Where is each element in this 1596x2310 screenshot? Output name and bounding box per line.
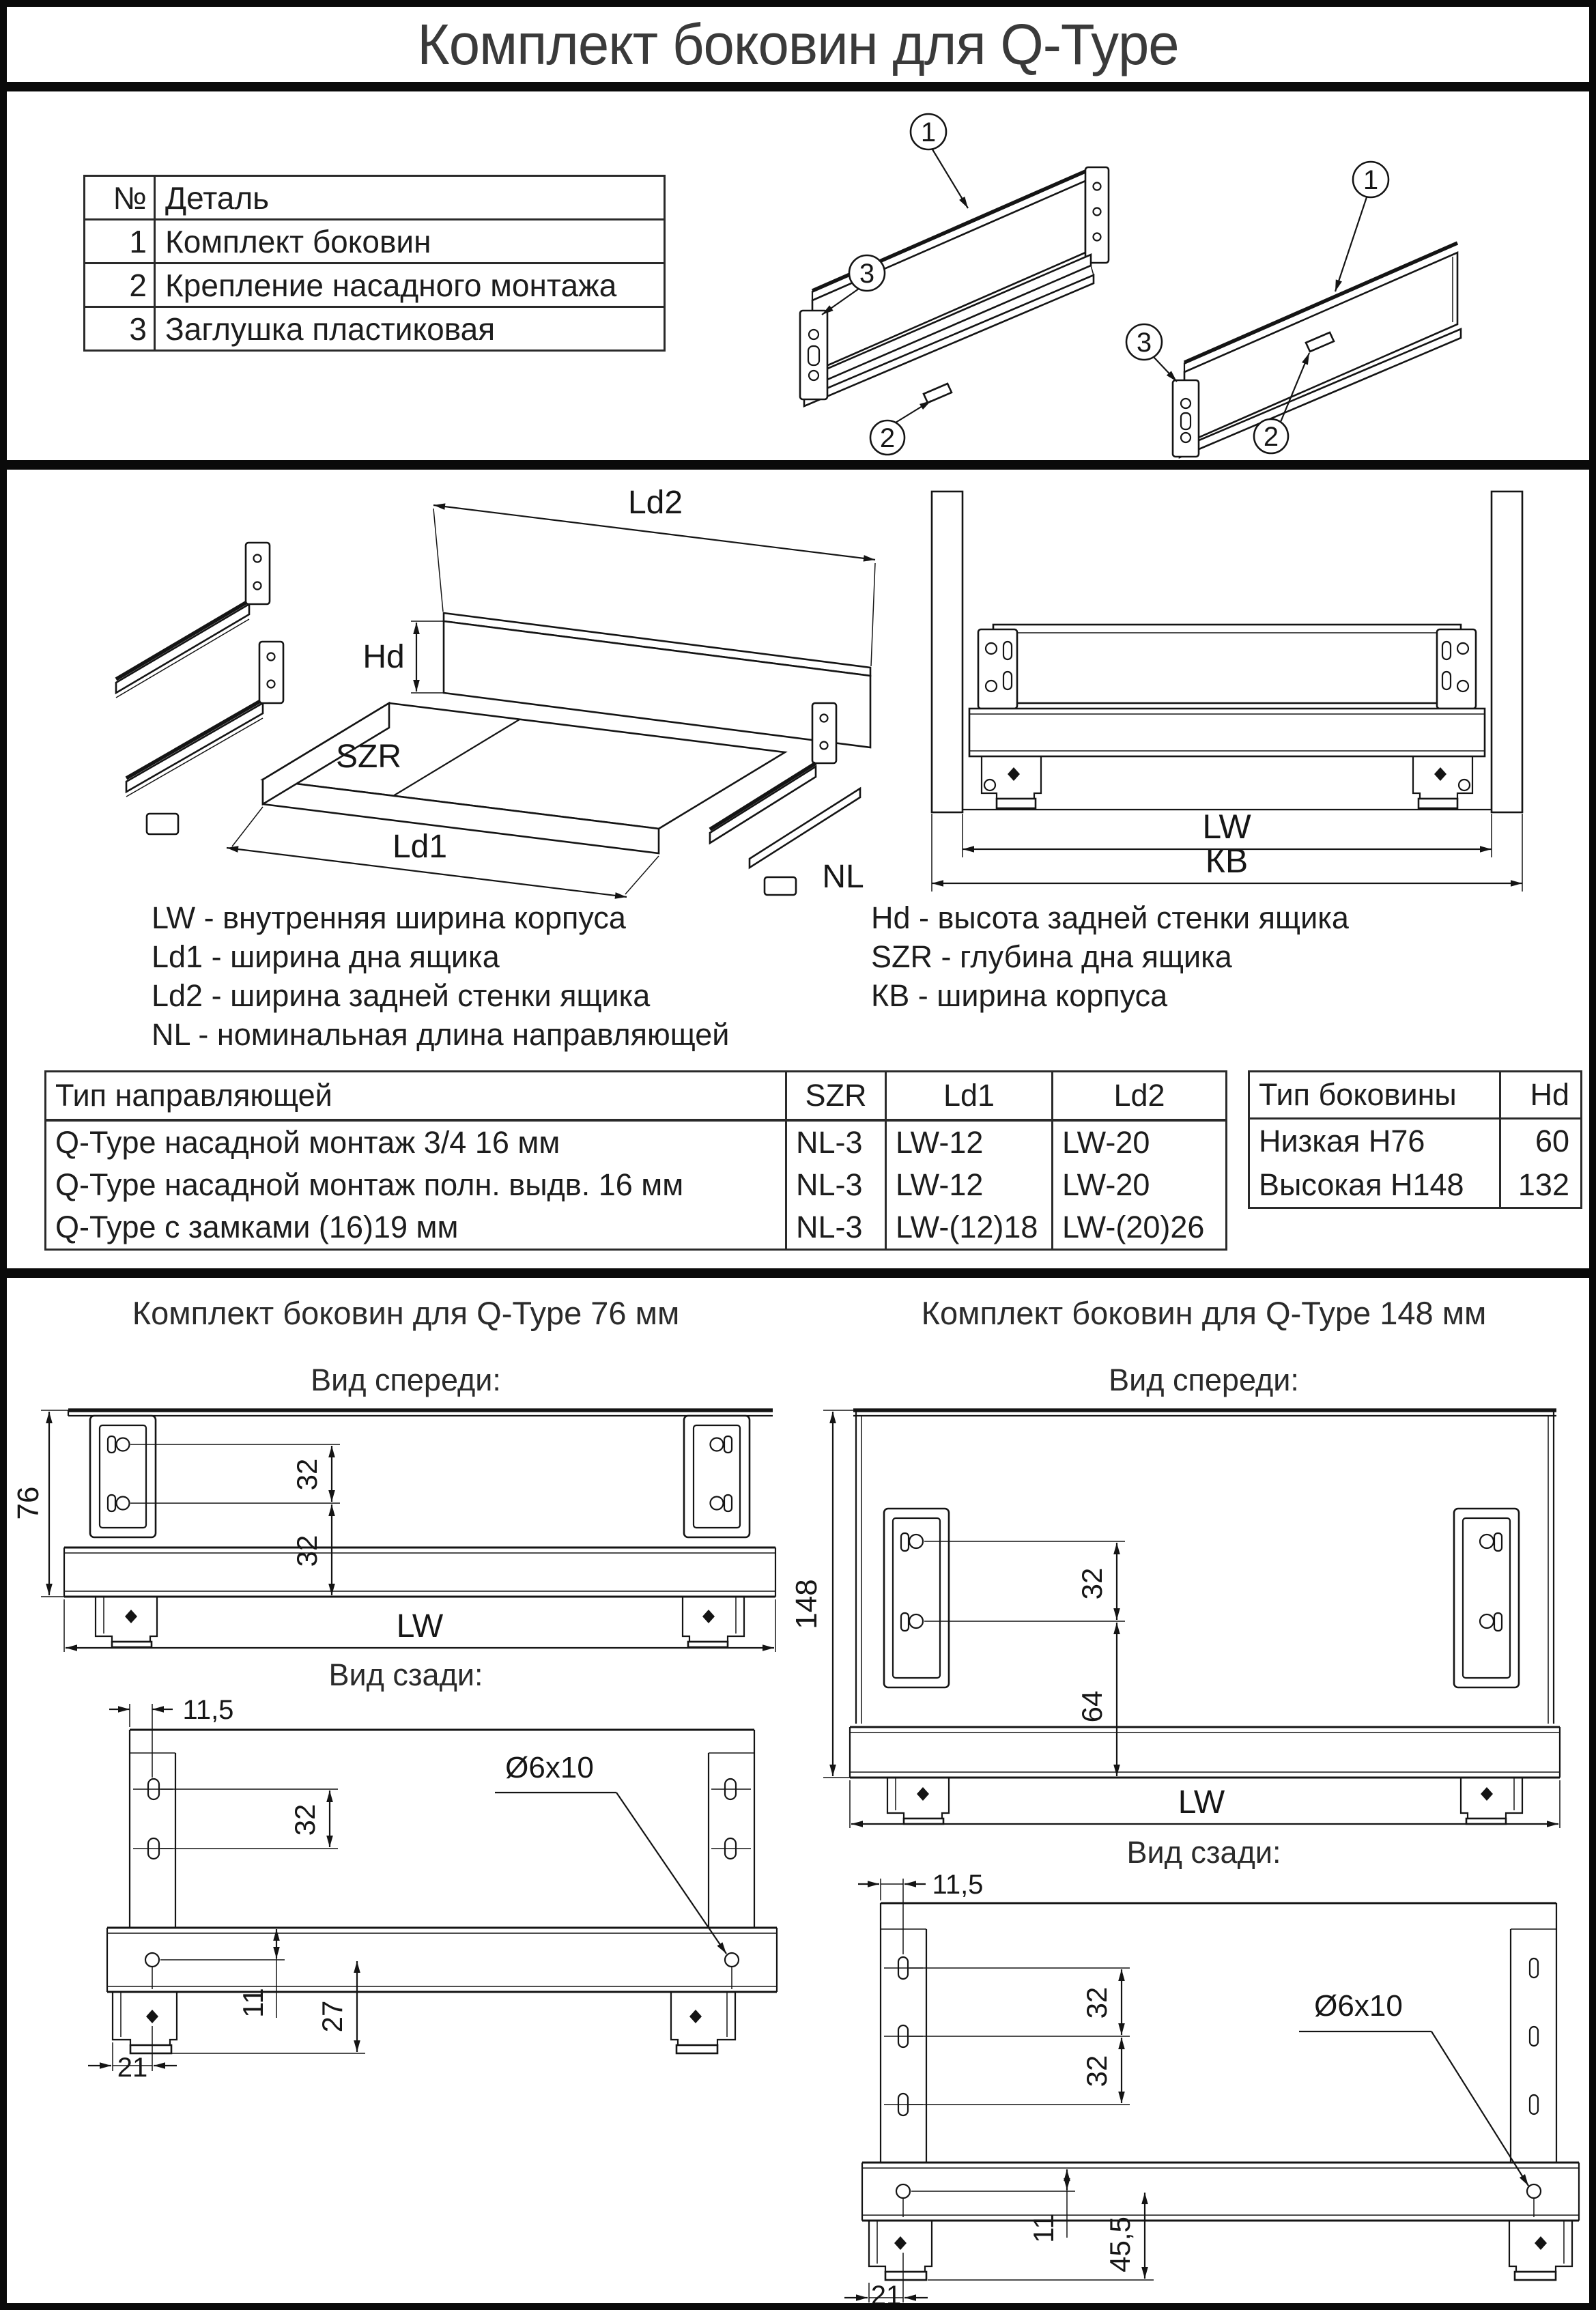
dim-label: 32 [1081, 1986, 1113, 2019]
callout-2 [870, 401, 931, 455]
panel-148-back [862, 1903, 1579, 2280]
callout-number: 2 [1263, 422, 1279, 452]
dim-label: LW [1202, 808, 1251, 846]
divider-top [7, 82, 1589, 91]
legend-item: SZR - глубина дна ящика [871, 939, 1232, 974]
rail-col-ld1: Ld1 [886, 1072, 1053, 1121]
dim-32-lower [909, 2038, 1130, 2105]
parts-col-num: № [85, 176, 155, 220]
legend-left [152, 898, 729, 1054]
rail-szr: NL-3 [786, 1120, 886, 1164]
part-name: Комплект боковин [155, 220, 665, 263]
right-kit-title: Комплект боковин для Q-Type 148 мм [921, 1295, 1487, 1331]
dim-label: КВ [1205, 842, 1249, 880]
parts-header-row [85, 176, 665, 220]
rail-col-szr: SZR [786, 1072, 886, 1121]
exploded-view-drawing [75, 478, 894, 901]
cabinet-front-view-drawing [874, 478, 1584, 896]
left-kit-title: Комплект боковин для Q-Type 76 мм [132, 1295, 680, 1331]
dim-21 [844, 2253, 928, 2310]
dim-label: 27 [316, 2000, 348, 2033]
dim-label: SZR [336, 739, 401, 775]
legend-item: КВ - ширина корпуса [871, 978, 1168, 1013]
callout-number: 1 [1363, 165, 1379, 195]
legend-item: Ld2 - ширина задней стенки ящика [152, 978, 651, 1013]
dim-label: 11 [237, 1988, 269, 2018]
dim-label: 32 [1081, 2055, 1113, 2087]
panel-76-back [107, 1730, 777, 2053]
dim-label: Ld1 [392, 829, 448, 865]
dim-11 [911, 2169, 1075, 2243]
drawer-assembly [969, 625, 1485, 808]
dim-label: 64 [1076, 1690, 1108, 1723]
dim-label: Ld2 [627, 485, 683, 521]
rail-types-table [44, 1070, 1227, 1251]
side-hd: 132 [1500, 1163, 1582, 1208]
dim-148 [790, 1410, 853, 1778]
rail-type: Q-Type насадной монтаж полн. выдв. 16 мм [46, 1164, 786, 1206]
front-view-label-left: Вид спереди: [311, 1363, 501, 1397]
table-row [46, 1120, 1227, 1164]
side-type: Высокая Н148 [1249, 1163, 1500, 1208]
side-type: Низкая Н76 [1249, 1119, 1500, 1164]
legend-item: Hd - высота задней стенки ящика [871, 900, 1349, 935]
legend-item: LW - внутренняя ширина корпуса [152, 900, 626, 935]
back-view-label-left: Вид сзади: [328, 1657, 483, 1692]
rail-ld1: LW-12 [886, 1120, 1053, 1164]
rail-ld2: LW-20 [1053, 1120, 1227, 1164]
dim-hole [1299, 1989, 1528, 2186]
dim-label: LW [396, 1608, 444, 1644]
dim-32 [160, 1789, 338, 1849]
side-table-header [1249, 1072, 1582, 1119]
table-row [1249, 1119, 1582, 1164]
part-name: Заглушка пластиковая [155, 307, 665, 351]
slide-rails-left [116, 543, 283, 834]
dim-label: 76 [12, 1486, 45, 1520]
dim-label: 11,5 [932, 1870, 984, 1900]
side-panel-right [1173, 243, 1461, 457]
part-num: 3 [85, 307, 155, 351]
dim-11-5 [858, 1870, 983, 1954]
dim-32-upper [909, 1968, 1130, 2036]
rail-szr: NL-3 [786, 1206, 886, 1250]
callout-1 [911, 114, 968, 208]
hole-label: Ø6x10 [1314, 1989, 1403, 2023]
rail-ld2: LW-(20)26 [1053, 1206, 1227, 1250]
back-view-148-drawing [843, 1870, 1596, 2310]
table-row [85, 220, 665, 263]
rail-type: Q-Type с замками (16)19 мм [46, 1206, 786, 1250]
table-row [85, 263, 665, 307]
callout-number: 3 [1136, 328, 1152, 358]
side-col-type: Тип боковины [1249, 1072, 1500, 1119]
table-row [85, 307, 665, 351]
callout-number: 3 [859, 259, 875, 289]
side-panel-types-table [1248, 1070, 1582, 1209]
side-hd: 60 [1500, 1119, 1582, 1164]
dim-label: 32 [1076, 1567, 1108, 1600]
legend-item: NL - номинальная длина направляющей [152, 1017, 730, 1052]
dim-label: 45,5 [1104, 2216, 1136, 2272]
legend-right [871, 898, 1349, 1015]
dim-32 [924, 1541, 1125, 1621]
page-title: Комплект боковин для Q-Type [417, 12, 1179, 76]
table-row [1249, 1163, 1582, 1208]
dim-11-5 [109, 1695, 233, 1778]
dim-label: 32 [291, 1535, 323, 1567]
rail-col-type: Тип направляющей [46, 1072, 786, 1121]
dim-lw [850, 1780, 1560, 1828]
isometric-panels-drawing [765, 99, 1584, 459]
rail-type: Q-Type насадной монтаж 3/4 16 мм [46, 1120, 786, 1164]
front-view-148-drawing [792, 1399, 1567, 1831]
dim-label: Hd [362, 639, 405, 675]
dim-32-lower [291, 1505, 332, 1595]
legend-item: Ld1 - ширина дна ящика [152, 939, 500, 974]
dim-label: 32 [289, 1803, 321, 1836]
rail-ld2: LW-20 [1053, 1164, 1227, 1206]
parts-col-part: Деталь [155, 176, 665, 220]
dim-label: 148 [790, 1579, 823, 1629]
dim-11 [160, 1929, 285, 2018]
rail-table-header [46, 1072, 1227, 1121]
side-col-hd: Hd [1500, 1072, 1582, 1119]
dim-label: NL [822, 859, 864, 895]
callout-3 [1126, 324, 1177, 382]
rail-col-ld2: Ld2 [1053, 1072, 1227, 1121]
panel-148-front [850, 1410, 1560, 1824]
title-band [7, 7, 1589, 82]
divider-a [7, 460, 1589, 470]
hole-label: Ø6x10 [505, 1751, 594, 1784]
table-row [46, 1164, 1227, 1206]
dim-32-upper [130, 1444, 340, 1503]
part-name: Крепление насадного монтажа [155, 263, 665, 307]
dim-label: 11 [1027, 2213, 1059, 2243]
dim-lw [64, 1599, 775, 1652]
table-row [46, 1206, 1227, 1250]
part-num: 2 [85, 263, 155, 307]
dim-76 [12, 1410, 68, 1597]
dim-hole [495, 1751, 726, 1954]
dim-21 [88, 2026, 177, 2083]
rail-ld1: LW-(12)18 [886, 1206, 1053, 1250]
dim-label: LW [1178, 1784, 1225, 1821]
dim-label: 11,5 [182, 1695, 234, 1725]
dim-hd [362, 621, 444, 693]
back-view-label-right: Вид сзади: [1126, 1835, 1281, 1870]
dim-label: 32 [291, 1458, 323, 1491]
rail-ld1: LW-12 [886, 1164, 1053, 1206]
side-panel-left [800, 167, 1109, 406]
dim-64 [1076, 1623, 1117, 1776]
rail-szr: NL-3 [786, 1164, 886, 1206]
dim-label: 21 [117, 2053, 148, 2083]
callout-1 [1335, 162, 1388, 291]
callout-number: 2 [879, 423, 896, 453]
part-num: 1 [85, 220, 155, 263]
parts-table [83, 175, 666, 352]
callout-number: 1 [920, 117, 937, 147]
front-view-label-right: Вид спереди: [1109, 1363, 1299, 1397]
front-view-76-drawing [12, 1401, 792, 1655]
back-view-76-drawing [44, 1695, 788, 2083]
dim-label: 21 [870, 2281, 902, 2310]
divider-b [7, 1268, 1589, 1278]
